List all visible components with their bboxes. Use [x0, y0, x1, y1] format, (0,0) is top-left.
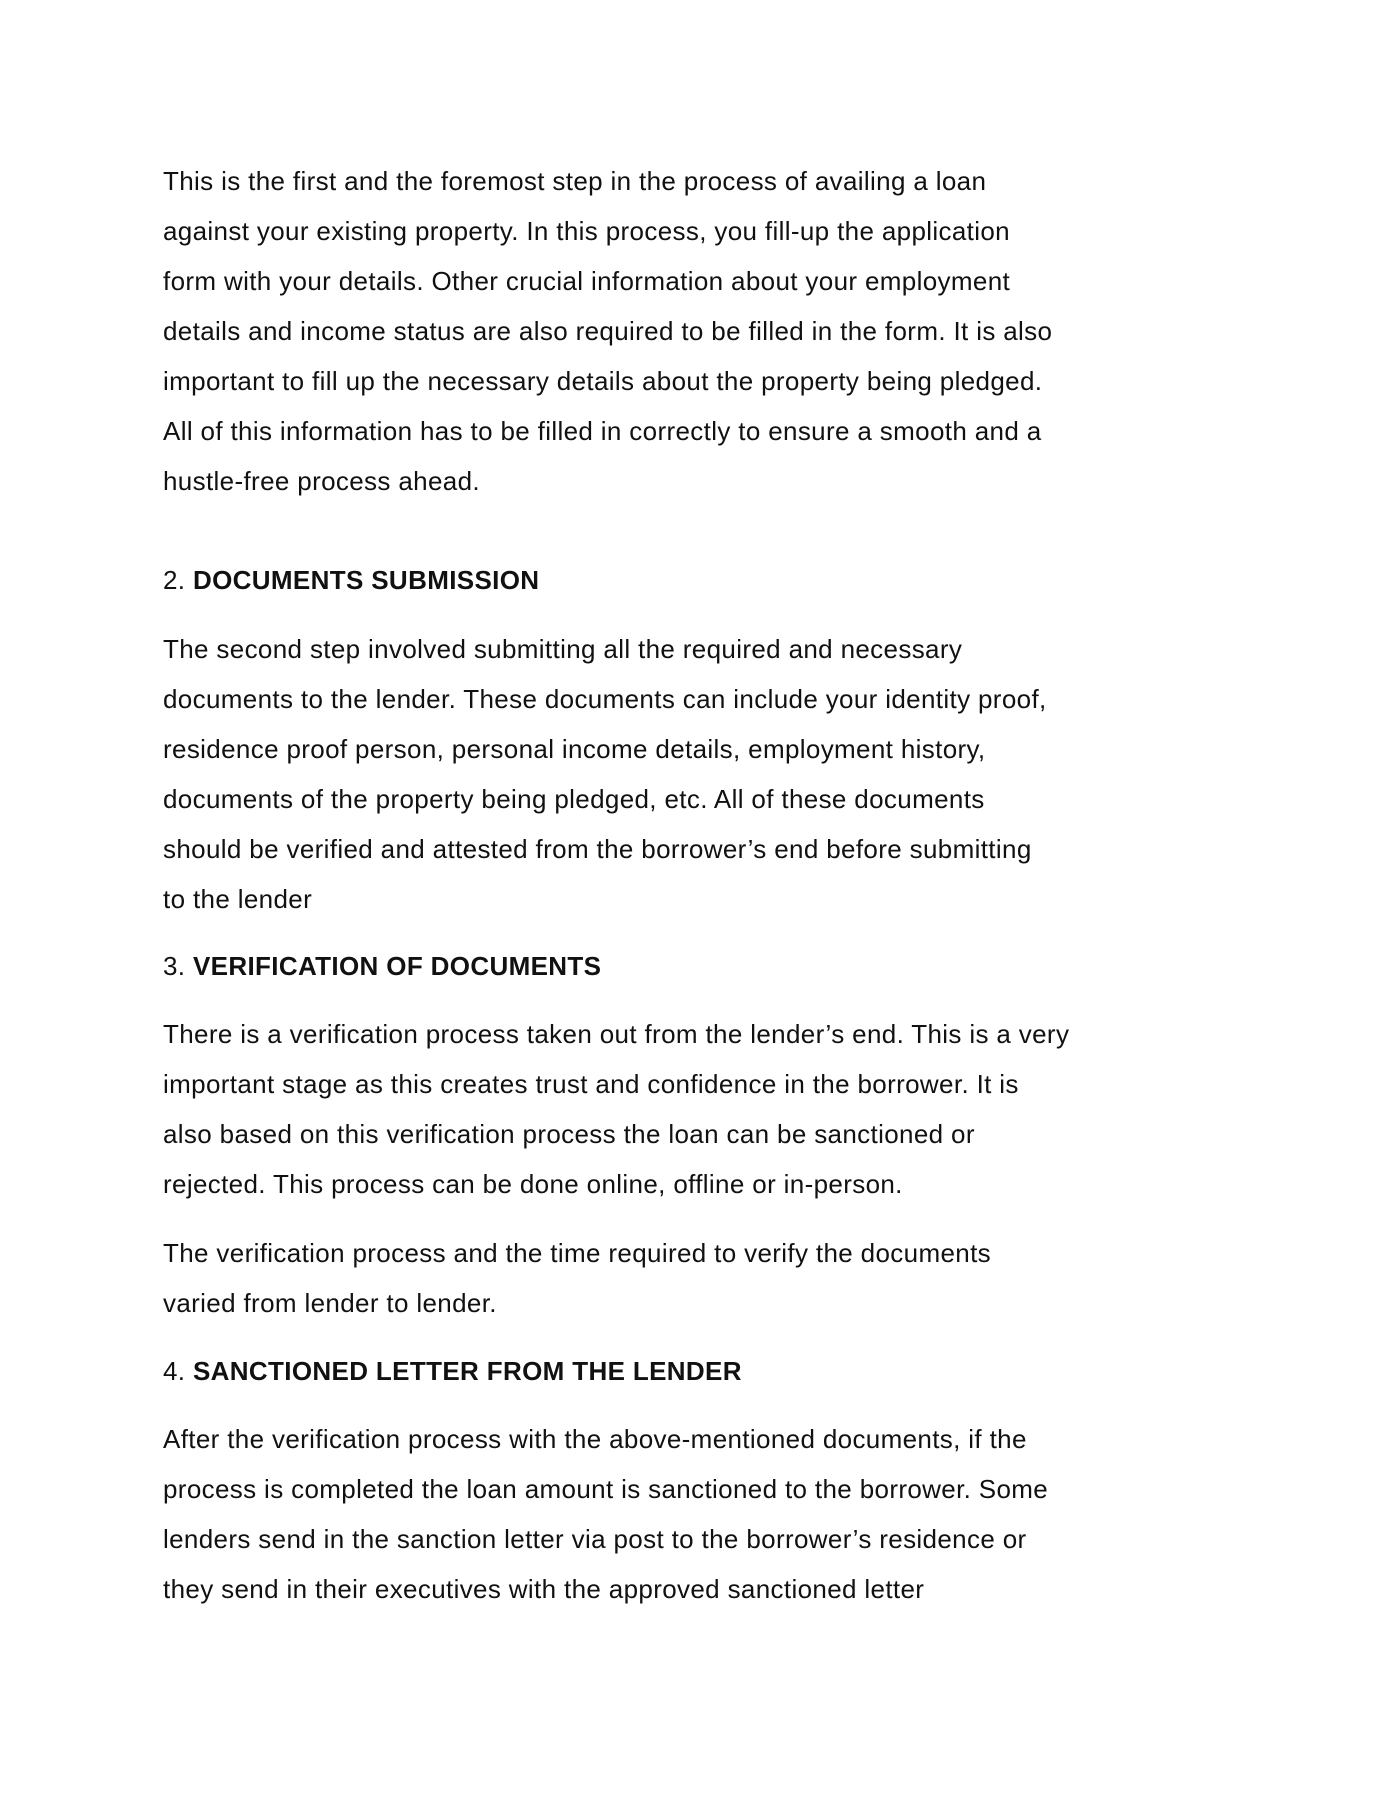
paragraph-line: they send in their executives with the approved sanctioned letter: [163, 1574, 925, 1604]
section-number: 3.: [163, 951, 186, 981]
paragraph-line: against your existing property. In this process, you fill-up the application: [163, 216, 1010, 246]
paragraph-line: also based on this verification process the loan can be sanctioned or: [163, 1119, 975, 1149]
paragraph-line: varied from lender to lender.: [163, 1288, 497, 1318]
section-4-heading: [163, 1346, 1263, 1396]
section-2-paragraph: [163, 624, 1263, 924]
paragraph-line: to the lender: [163, 884, 313, 914]
paragraph-line: should be verified and attested from the borrower’s end before submitting: [163, 834, 1032, 864]
section-title: SANCTIONED LETTER FROM THE LENDER: [192, 1356, 742, 1386]
paragraph-line: The verification process and the time required to verify the documents: [163, 1238, 992, 1268]
section-title: VERIFICATION OF DOCUMENTS: [192, 951, 602, 981]
paragraph-line: All of this information has to be filled in correctly to ensure a smooth and a: [163, 416, 1042, 446]
intro-paragraph: [163, 156, 1263, 506]
paragraph-line: details and income status are also required to be filled in the form. It is also: [163, 316, 1053, 346]
section-3-heading: [163, 941, 1263, 991]
paragraph-line: This is the first and the foremost step in the process of availing a loan: [163, 166, 987, 196]
section-3-paragraph: [163, 1009, 1263, 1209]
paragraph-line: lenders send in the sanction letter via post to the borrower’s residence or: [163, 1524, 1027, 1554]
paragraph-line: documents to the lender. These documents can include your identity proof,: [163, 684, 1047, 714]
section-3-paragraph-2: [163, 1228, 1263, 1328]
paragraph-line: documents of the property being pledged, etc. All of these documents: [163, 784, 985, 814]
paragraph-line: hustle-free process ahead.: [163, 466, 480, 496]
paragraph-line: After the verification process with the above-mentioned documents, if the: [163, 1424, 1027, 1454]
section-4-paragraph: [163, 1414, 1263, 1614]
paragraph-line: important to fill up the necessary details about the property being pledged.: [163, 366, 1043, 396]
section-title: DOCUMENTS SUBMISSION: [192, 565, 540, 595]
paragraph-line: form with your details. Other crucial information about your employment: [163, 266, 1011, 296]
paragraph-line: rejected. This process can be done online, offline or in-person.: [163, 1169, 903, 1199]
paragraph-line: residence proof person, personal income details, employment history,: [163, 734, 986, 764]
section-number: 2.: [163, 565, 186, 595]
section-2-heading: [163, 555, 1263, 605]
paragraph-line: The second step involved submitting all the required and necessary: [163, 634, 963, 664]
paragraph-line: process is completed the loan amount is sanctioned to the borrower. Some: [163, 1474, 1049, 1504]
paragraph-line: important stage as this creates trust and confidence in the borrower. It is: [163, 1069, 1019, 1099]
section-number: 4.: [163, 1356, 186, 1386]
paragraph-line: There is a verification process taken out from the lender’s end. This is a very: [163, 1019, 1070, 1049]
